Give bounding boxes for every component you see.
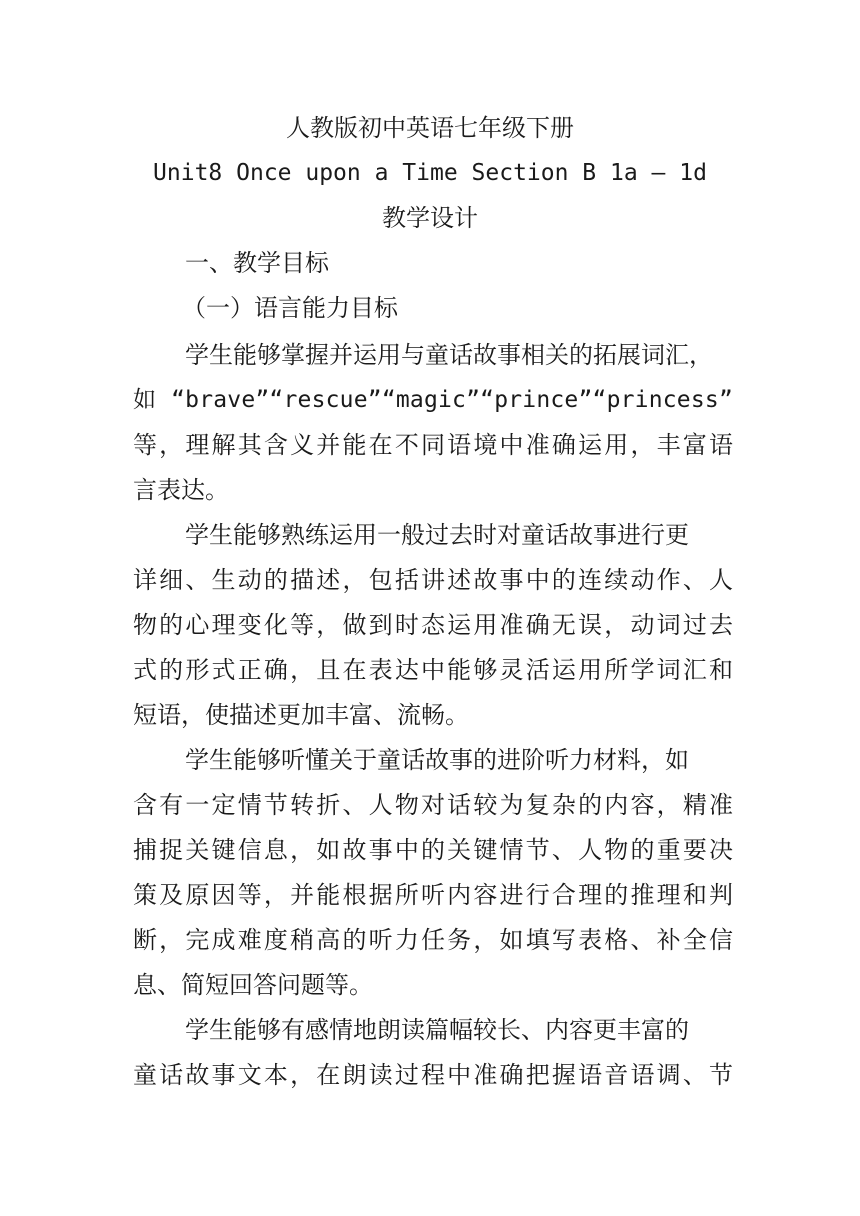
paragraph-reading	[133, 1008, 733, 1098]
paragraph-line: 学生能够听懂关于童话故事的进阶听力材料，如	[185, 746, 689, 774]
paragraph-line: 学生能够有感情地朗读篇幅较长、内容更丰富的	[185, 1016, 689, 1044]
document-title: 人教版初中英语七年级下册	[286, 114, 574, 142]
paragraph-line: 式的形式正确，且在表达中能够灵活运用所学词汇和	[133, 656, 733, 684]
paragraph-line: 策及原因等，并能根据所听内容进行合理的推理和判	[133, 881, 733, 909]
paragraph-line: 等，理解其含义并能在不同语境中准确运用，丰富语	[133, 431, 733, 459]
paragraph-line: 如 “brave”“rescue”“magic”“prince”“princess”	[133, 387, 733, 413]
paragraph-past-tense	[133, 513, 733, 738]
paragraph-vocabulary	[133, 333, 733, 513]
paragraph-line: 详细、生动的描述，包括讲述故事中的连续动作、人	[133, 566, 733, 594]
paragraph-line: 含有一定情节转折、人物对话较为复杂的内容，精准	[133, 791, 733, 819]
paragraph-line: 学生能够掌握并运用与童话故事相关的拓展词汇，	[185, 341, 713, 369]
paragraph-line: 学生能够熟练运用一般过去时对童话故事进行更	[185, 521, 689, 549]
paragraph-line: 短语，使描述更加丰富、流畅。	[133, 701, 469, 729]
section-heading: 一、教学目标	[185, 249, 329, 277]
paragraph-line: 童话故事文本，在朗读过程中准确把握语音语调、节	[133, 1061, 733, 1089]
document-subtitle: 教学设计	[382, 204, 478, 232]
paragraph-line: 捕捉关键信息，如故事中的关键情节、人物的重要决	[133, 836, 733, 864]
paragraph-line: 言表达。	[133, 476, 229, 504]
document-unit-title: Unit8 Once upon a Time Section B 1a – 1d	[153, 160, 707, 186]
subsection-heading: （一）语言能力目标	[182, 294, 398, 322]
paragraph-line: 物的心理变化等，做到时态运用准确无误，动词过去	[133, 611, 733, 639]
paragraph-listening	[133, 738, 733, 1008]
paragraph-line: 断，完成难度稍高的听力任务，如填写表格、补全信	[133, 926, 733, 954]
paragraph-line: 息、简短回答问题等。	[133, 971, 373, 999]
